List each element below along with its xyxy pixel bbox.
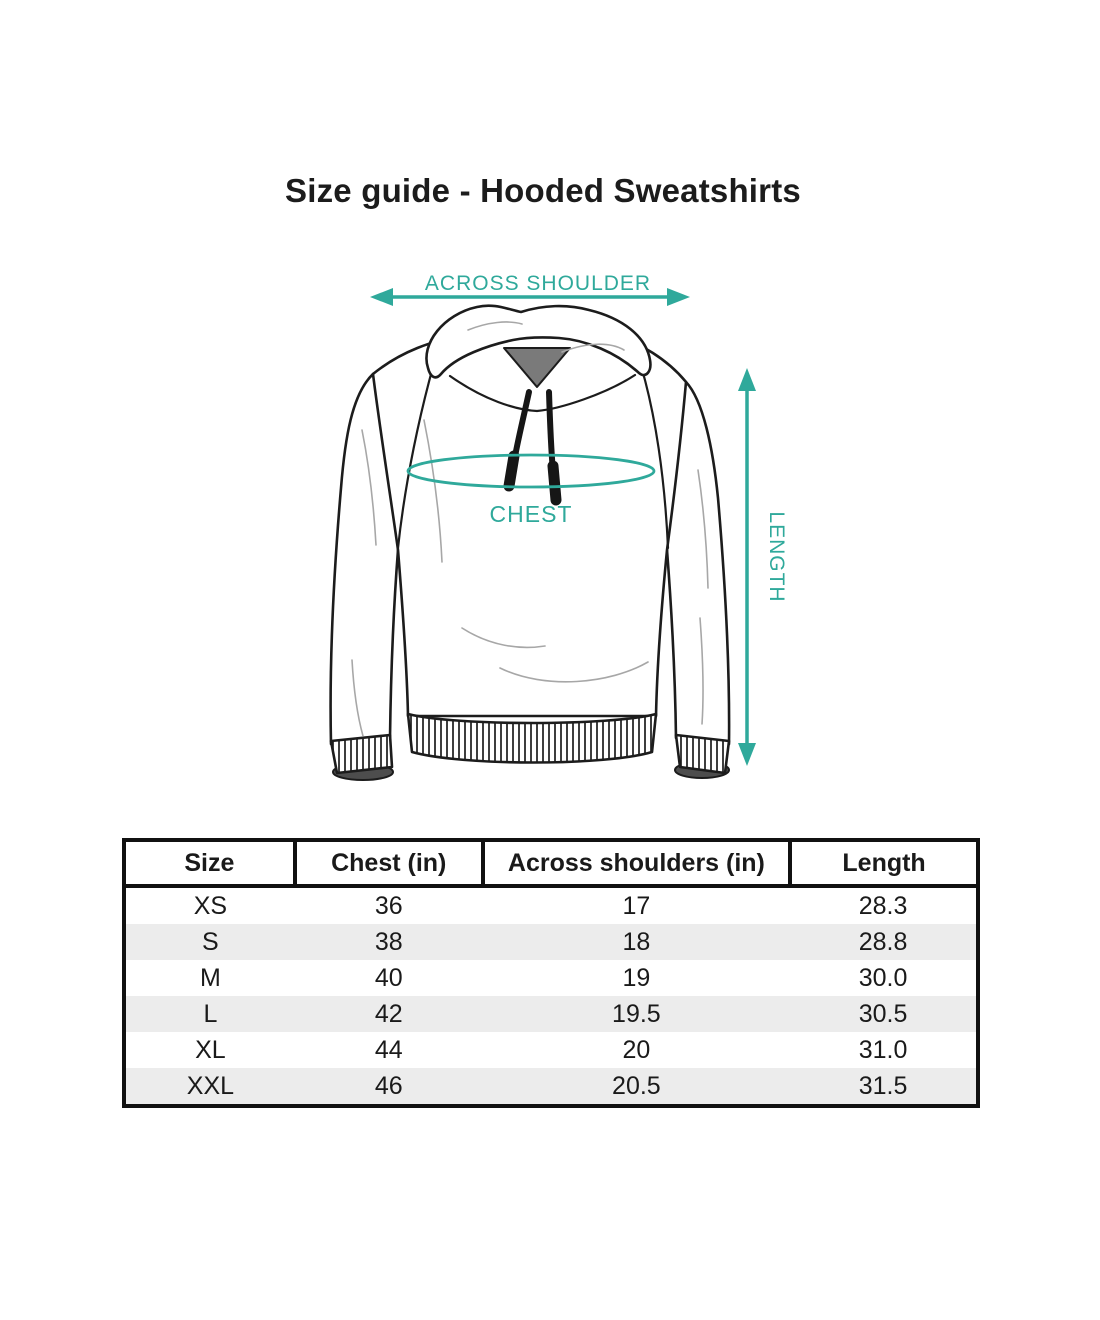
left-cuff-rib: [331, 735, 392, 773]
right-cuff-rib: [676, 735, 729, 773]
length-label: LENGTH: [765, 511, 788, 603]
table-row: [124, 1068, 978, 1106]
arrow-down-head-icon: [738, 743, 756, 766]
column-header-chest: Chest (in): [295, 840, 483, 886]
cell-length: 31.0: [858, 1035, 908, 1064]
size-chart-table: [122, 838, 980, 1108]
table-header-row: [124, 840, 978, 886]
hoodie-illustration: [331, 306, 730, 780]
arrow-left-head-icon: [370, 288, 393, 306]
cell-across: 20: [622, 1035, 651, 1064]
cell-length: 28.3: [858, 891, 908, 920]
column-header-across-shoulders: Across shoulders (in): [483, 840, 790, 886]
arrow-up-head-icon: [738, 368, 756, 391]
cell-size: S: [202, 927, 219, 956]
cell-length: 30.0: [858, 963, 908, 992]
cell-across: 19.5: [612, 999, 661, 1028]
table-row: [124, 996, 978, 1032]
table-row: [124, 924, 978, 960]
across-shoulder-annotation: [370, 272, 690, 306]
column-header-length: Length: [790, 840, 978, 886]
cell-size: XL: [195, 1035, 226, 1064]
arrow-right-head-icon: [667, 288, 690, 306]
cell-length: 28.8: [858, 927, 908, 956]
chest-label: CHEST: [489, 501, 573, 527]
page-title: Size guide - Hooded Sweatshirts: [285, 172, 801, 209]
cell-size: M: [199, 963, 221, 992]
hem-rib: [408, 714, 656, 763]
cell-across: 20.5: [612, 1071, 661, 1100]
length-annotation: [738, 368, 788, 766]
table-row: [124, 1032, 978, 1068]
cell-chest: 46: [374, 1071, 403, 1100]
cell-chest: 44: [374, 1035, 403, 1064]
cell-size: XS: [193, 891, 228, 920]
cell-chest: 36: [374, 891, 403, 920]
table-row: [124, 886, 978, 924]
cell-chest: 38: [374, 927, 403, 956]
cell-across: 19: [622, 963, 651, 992]
cell-chest: 40: [374, 963, 403, 992]
cell-length: 30.5: [858, 999, 908, 1028]
across-shoulder-label: ACROSS SHOULDER: [424, 272, 652, 295]
cell-across: 18: [622, 927, 651, 956]
table-row: [124, 960, 978, 996]
cell-size: XXL: [186, 1071, 235, 1100]
cell-across: 17: [622, 891, 651, 920]
cell-chest: 42: [374, 999, 403, 1028]
cell-length: 31.5: [858, 1071, 908, 1100]
column-header-size: Size: [124, 840, 295, 886]
cell-size: L: [203, 999, 218, 1028]
